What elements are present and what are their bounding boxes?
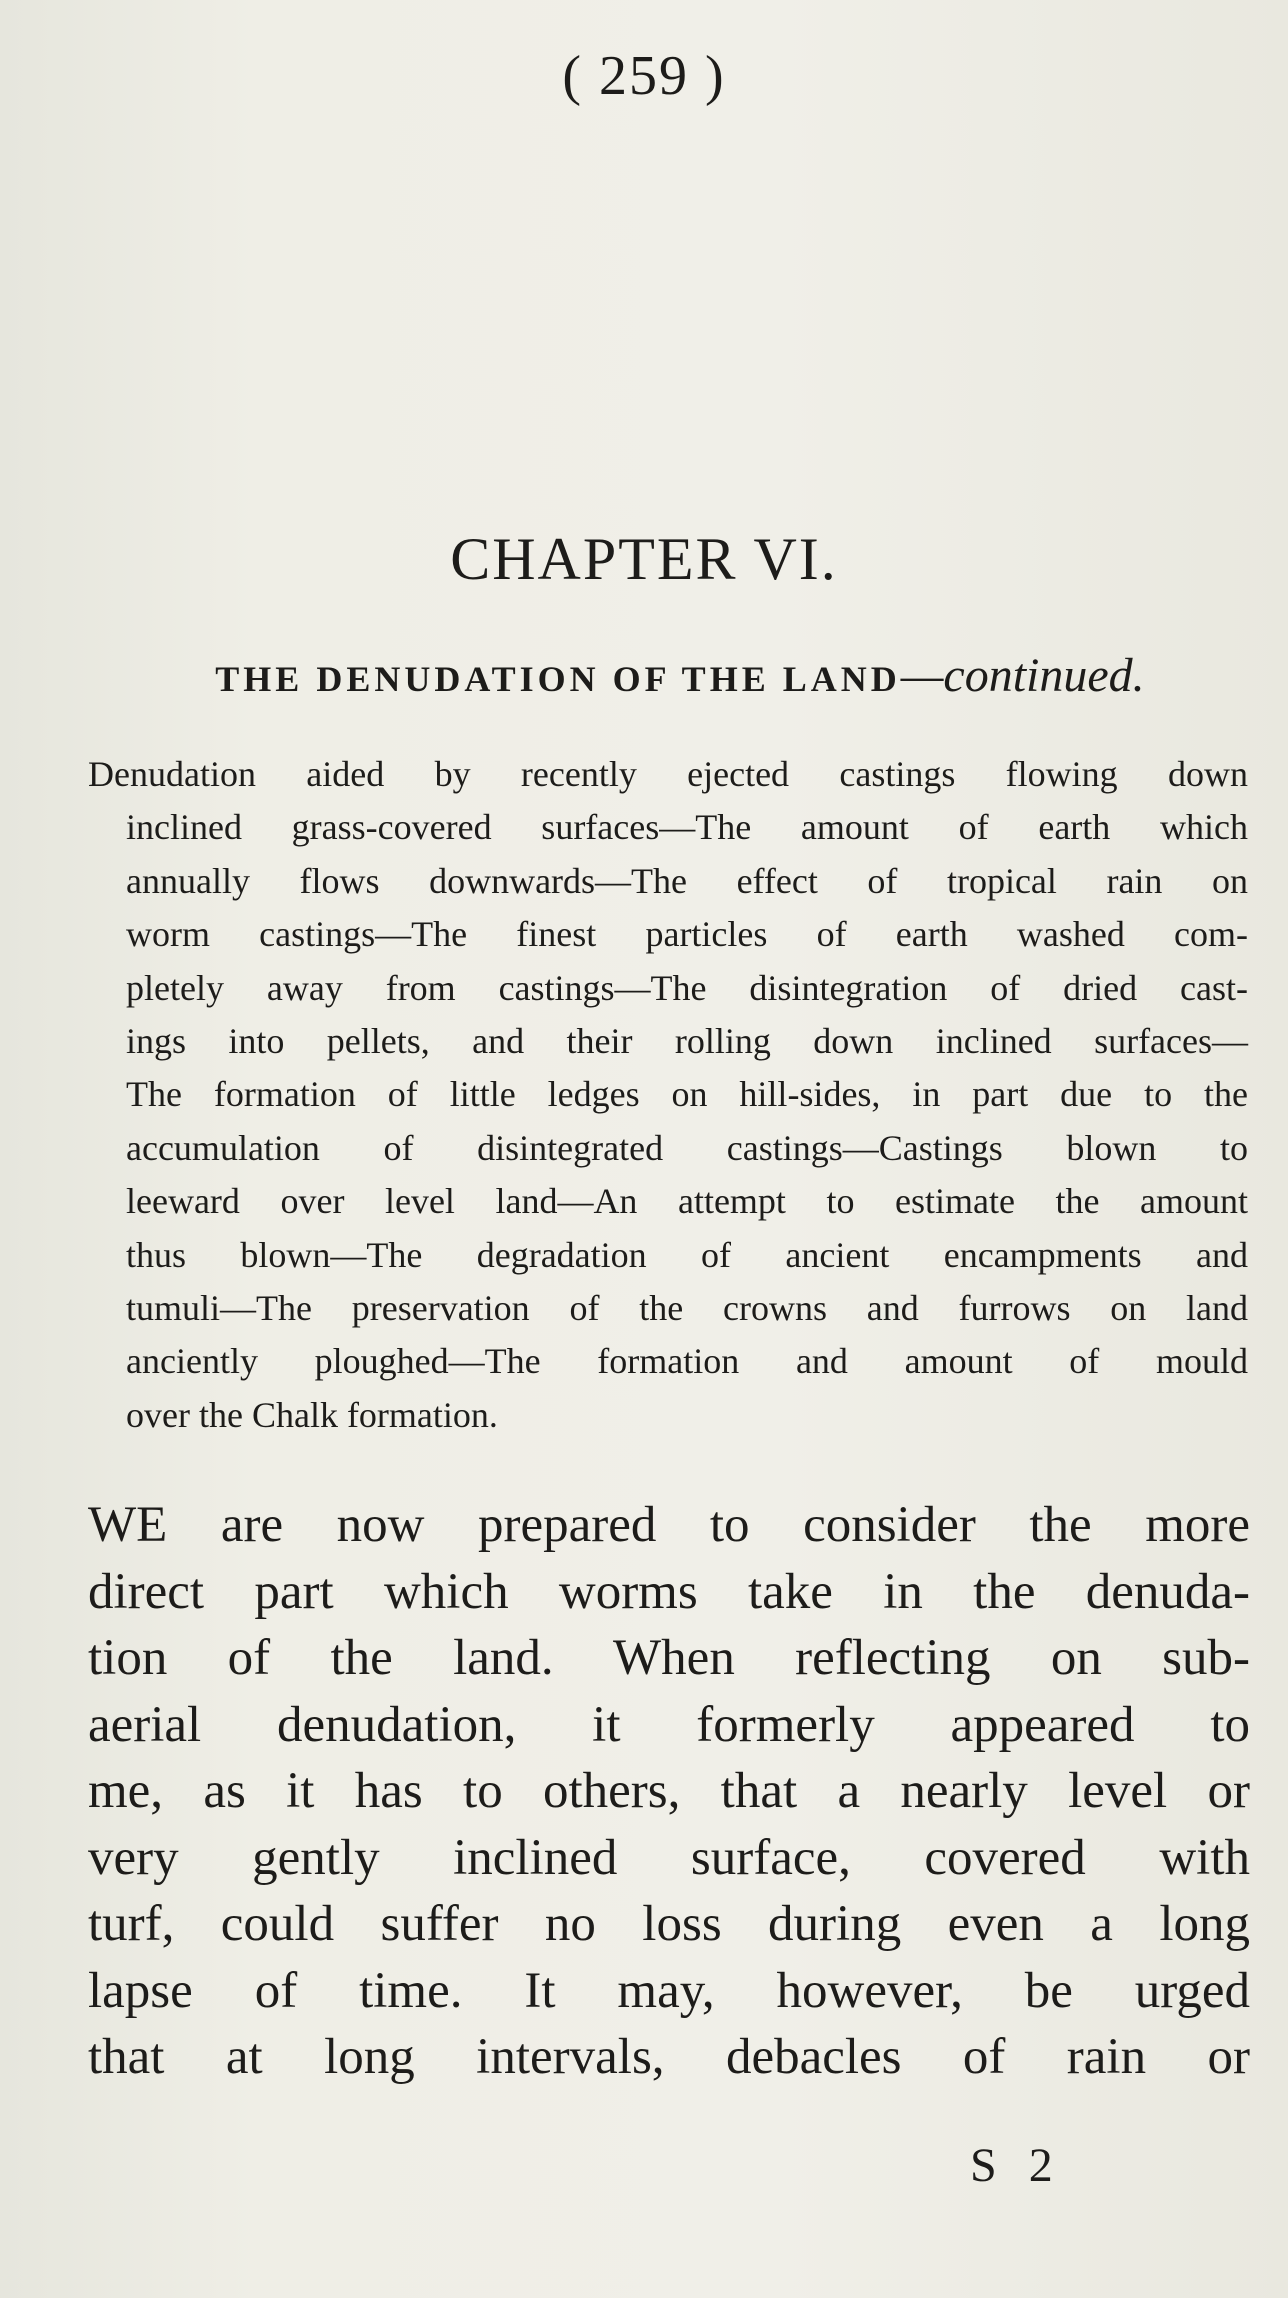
body-line: direct part which worms take in the denuda- <box>88 1563 1250 1620</box>
summary-line: anciently ploughed—The formation and amount of mould <box>126 1341 1248 1382</box>
chapter-subtitle-continued: —continued. <box>900 649 1145 702</box>
summary-line: thus blown—The degradation of ancient encampments and <box>126 1234 1248 1275</box>
summary-line: annually flows downwards—The effect of tropical rain on <box>126 860 1248 901</box>
body-line: lapse of time. It may, however, be urged <box>88 1962 1250 2019</box>
body-line: me, as it has to others, that a nearly level or <box>88 1763 1250 1819</box>
summary-line: over the Chalk formation. <box>126 1394 498 1435</box>
page-number: ( 259 ) <box>562 45 726 107</box>
summary-line: worm castings—The finest particles of earth washed com- <box>126 914 1248 955</box>
summary-line: accumulation of disintegrated castings—Castings blown to <box>126 1127 1248 1168</box>
signature-mark: S 2 <box>970 2139 1063 2192</box>
body-paragraph <box>88 1492 1250 2091</box>
body-line: aerial denudation, it formerly appeared to <box>88 1696 1250 1753</box>
body-line: very gently inclined surface, covered with <box>88 1829 1250 1886</box>
body-line: turf, could suffer no loss during even a long <box>88 1896 1250 1952</box>
chapter-subtitle <box>115 648 1245 703</box>
summary-line: pletely away from castings—The disintegration of dried cast- <box>126 967 1248 1008</box>
body-line: that at long intervals, debacles of rain or <box>88 2029 1250 2085</box>
chapter-summary <box>88 748 1248 1442</box>
summary-line: leeward over level land—An attempt to estimate the amount <box>126 1181 1248 1222</box>
body-line: tion of the land. When reflecting on sub- <box>88 1630 1250 1686</box>
chapter-subtitle-main: THE DENUDATION OF THE LAND <box>215 659 901 699</box>
summary-line: ings into pellets, and their rolling down inclined surfaces— <box>126 1020 1248 1061</box>
summary-line: Denudation aided by recently ejected castings flowing down <box>88 754 1248 794</box>
chapter-title: CHAPTER VI. <box>450 526 838 592</box>
summary-line: tumuli—The preservation of the crowns and furrows on land <box>126 1287 1248 1328</box>
summary-line: The formation of little ledges on hill-sides, in part due to the <box>126 1074 1248 1115</box>
body-line: WE are now prepared to consider the more <box>88 1497 1250 1553</box>
summary-line: inclined grass-covered surfaces—The amount of earth which <box>126 807 1248 848</box>
